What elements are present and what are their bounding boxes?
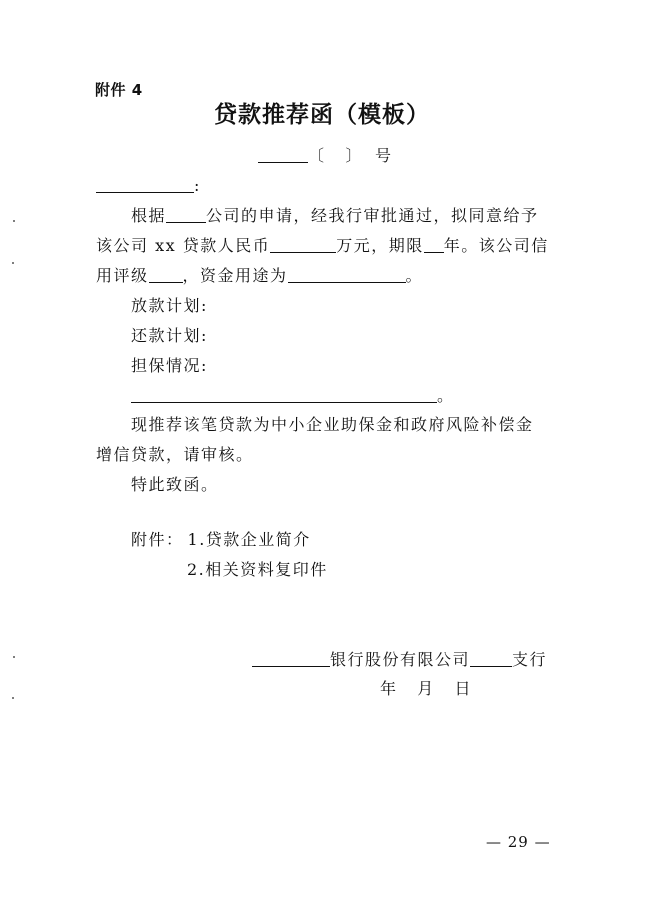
page-number: — 29 —: [486, 833, 551, 851]
body-p1-line3: 用评级 ，资金用途为 。: [96, 266, 424, 285]
body-p2-line1: 现推荐该笔贷款为中小企业助保金和政府风险补偿金: [131, 415, 534, 434]
body-p1-line2: 该公司 xx 贷款人民币 万元，期限 年。该公司信: [96, 236, 549, 255]
scan-speck: [12, 262, 14, 264]
ref-close-bracket: 〕: [345, 146, 364, 165]
fund-usage-blank[interactable]: [288, 266, 406, 283]
addressee-line: [96, 176, 201, 196]
addressee-colon: :: [194, 176, 201, 195]
document-title: 贷款推荐函（模板）: [214, 102, 430, 128]
scan-speck: [12, 697, 14, 699]
body-p1-line1: 根据 公司的申请，经我行审批通过，拟同意给予: [131, 206, 539, 225]
signature-bank-line: 银行股份有限公司 支行: [252, 650, 547, 670]
attachment-item-2: 2.相关资料复印件: [187, 560, 328, 579]
attachment-label: 附件 4: [95, 81, 143, 99]
guarantee-line: 。: [131, 386, 455, 406]
branch-name-blank[interactable]: [470, 650, 512, 667]
ref-open-bracket: 〔: [308, 146, 326, 165]
attachments-list: [131, 530, 311, 550]
credit-rating-blank[interactable]: [149, 266, 183, 283]
reference-blank[interactable]: [258, 146, 308, 163]
closing-line: 特此致函。: [131, 475, 219, 494]
loan-plan-label: 放款计划:: [131, 296, 208, 315]
signature-date: 年 月 日: [380, 679, 473, 698]
repay-plan-label: 还款计划:: [131, 326, 208, 345]
ref-suffix: 号: [375, 146, 393, 165]
bank-name-blank[interactable]: [252, 650, 330, 667]
guarantee-label: 担保情况:: [131, 356, 208, 375]
attachment-item-1: 1.贷款企业简介: [187, 530, 311, 549]
scan-speck: [13, 656, 15, 658]
company-name-blank[interactable]: [166, 206, 206, 223]
addressee-blank[interactable]: [96, 176, 194, 193]
reference-number: [258, 146, 393, 166]
guarantee-blank[interactable]: [131, 386, 437, 403]
scan-speck: [13, 220, 15, 222]
term-blank[interactable]: [424, 236, 444, 253]
attachments-label: 附件：: [131, 530, 184, 549]
body-p2-line2: 增信贷款，请审核。: [96, 445, 254, 464]
amount-blank[interactable]: [270, 236, 336, 253]
